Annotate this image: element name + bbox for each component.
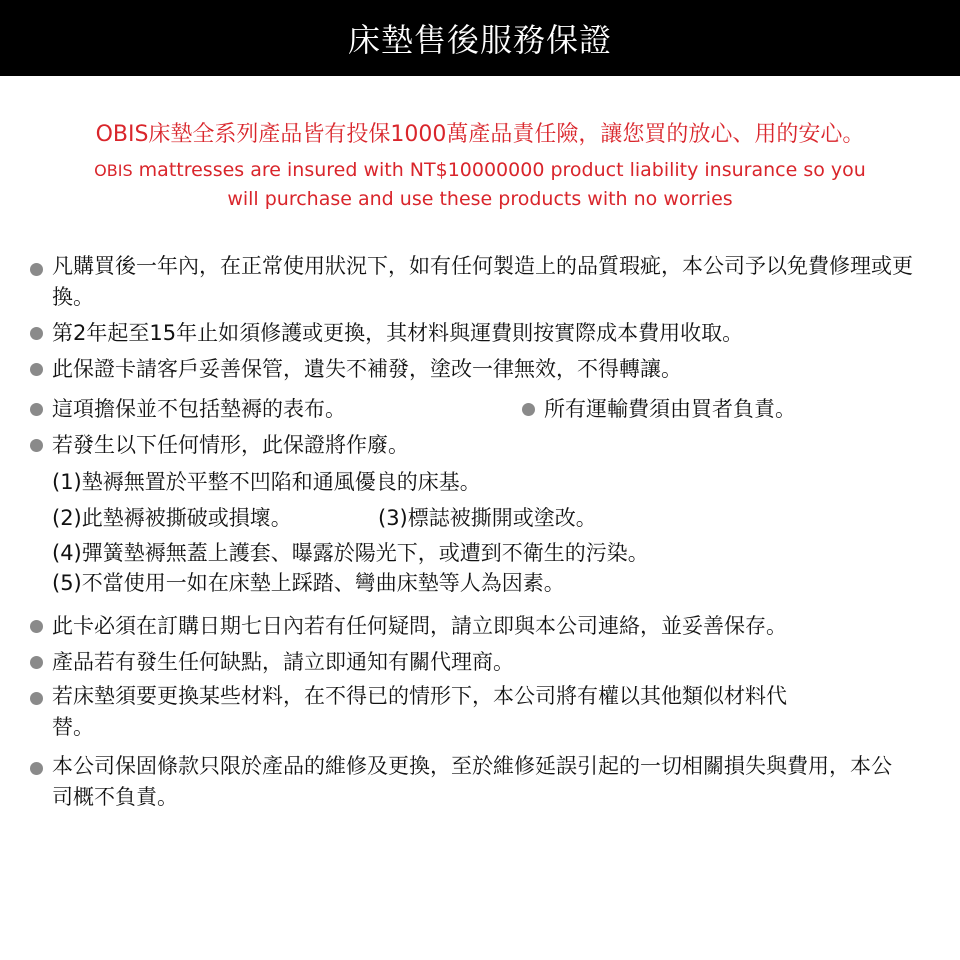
sub-item-2: (2)此墊褥被撕破或損壞。 bbox=[52, 506, 292, 530]
sub-item-3: (3)標誌被撕開或塗改。 bbox=[378, 506, 597, 530]
sub-item-5: (5)不當使用一如在床墊上踩踏、彎曲床墊等人為因素。 bbox=[52, 571, 565, 595]
bullet-icon bbox=[30, 439, 43, 452]
page-title: 床墊售後服務保證 bbox=[347, 21, 612, 59]
term-4b: 所有運輸費須由買者負責。 bbox=[544, 397, 796, 421]
term-7: 產品若有發生任何缺點，請立即通知有關代理商。 bbox=[52, 650, 514, 674]
sub-item-1: (1)墊褥無置於平整不凹陷和通風優良的床基。 bbox=[52, 470, 481, 494]
bullet-icon bbox=[522, 403, 535, 416]
bullet-icon bbox=[30, 363, 43, 376]
insurance-statement-zh: OBIS床墊全系列產品皆有投保1000萬產品責任險，讓您買的放心、用的安心。 bbox=[95, 122, 865, 147]
term-9: 本公司保固條款只限於產品的維修及更換，至於維修延誤引起的一切相關損失與費用，本公司概不負責。 bbox=[52, 754, 892, 809]
insurance-statement-en bbox=[80, 156, 880, 213]
bullet-icon bbox=[30, 263, 43, 276]
bullet-icon bbox=[30, 692, 43, 705]
term-6: 此卡必須在訂購日期七日內若有任何疑問，請立即與本公司連絡，並妥善保存。 bbox=[52, 614, 787, 638]
bullet-icon bbox=[30, 762, 43, 775]
insurance-text-en: mattresses are insured with NT$10000000 product liability insurance so you will purchase and use these products with no worries bbox=[138, 159, 866, 210]
bullet-icon bbox=[30, 403, 43, 416]
term-1: 凡購買後一年內，在正常使用狀況下，如有任何製造上的品質瑕疵，本公司予以免費修理或更換。 bbox=[52, 254, 913, 309]
term-3: 此保證卡請客戶妥善保管，遺失不補發，塗改一律無效，不得轉讓。 bbox=[52, 357, 682, 381]
sub-item-4: (4)彈簧墊褥無蓋上護套、曝露於陽光下，或遭到不衛生的污染。 bbox=[52, 541, 649, 565]
term-2: 第2年起至15年止如須修護或更換，其材料與運費則按實際成本費用收取。 bbox=[52, 321, 744, 345]
bullet-icon bbox=[30, 620, 43, 633]
brand-name: OBIS bbox=[94, 161, 133, 180]
bullet-icon bbox=[30, 327, 43, 340]
term-5: 若發生以下任何情形，此保證將作廢。 bbox=[52, 433, 409, 457]
bullet-icon bbox=[30, 656, 43, 669]
term-4a: 這項擔保並不包括墊褥的表布。 bbox=[52, 397, 346, 421]
term-8: 若床墊須要更換某些材料，在不得已的情形下，本公司將有權以其他類似材料代替。 bbox=[52, 684, 787, 739]
header-bar bbox=[0, 0, 960, 76]
